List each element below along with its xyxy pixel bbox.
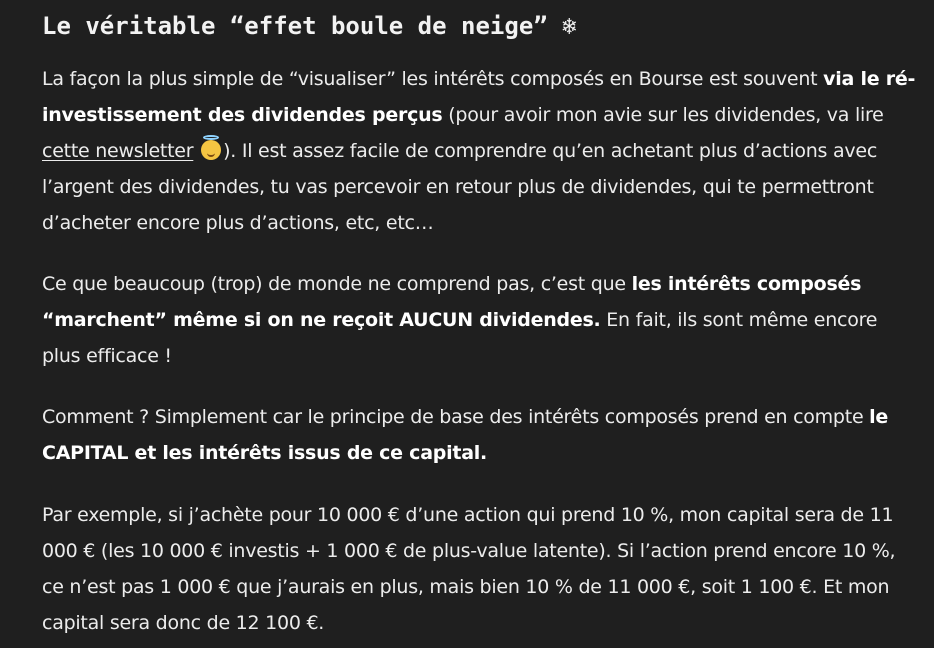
paragraph-text: La façon la plus simple de “visualiser” les intérêts composés en Bourse est souvent (42, 68, 824, 90)
paragraph-example (42, 497, 918, 641)
bold-text: via le ré-investissement des dividendes perçus (42, 68, 916, 126)
section-heading: Le véritable “effet boule de neige” ❄ (42, 12, 577, 40)
paragraph-principle (42, 399, 918, 471)
newsletter-link[interactable]: cette newsletter (42, 140, 194, 162)
paragraph-text: Par exemple, si j’achète pour 10 000 € d’une action qui prend 10 %, mon capital sera de 11 000 € (les 10 000 € investis + 1 000 € de plus-value latente). Si l’action prend encore 10 %, ce n’est pas 1 000 € que j’aurais en plus, mais bien 10 % de 11 000 €, soit 1 100 €. Et mon capital sera donc de 12 100 €. (42, 504, 896, 634)
paragraph-text: Comment ? Simplement car le principe de base des intérêts composés prend en compte (42, 406, 870, 428)
bold-text: les intérêts composés “marchent” même si on ne reçoit AUCUN dividendes. (42, 273, 862, 331)
bold-text: le CAPITAL et les intérêts issus de ce capital. (42, 406, 889, 464)
paragraph-dividends (42, 61, 918, 241)
smiling-face-with-halo-icon (201, 140, 221, 160)
paragraph-text: En fait, ils sont même encore plus efficace ! (42, 309, 878, 367)
paragraph-text: Ce que beaucoup (trop) de monde ne comprend pas, c’est que (42, 273, 632, 295)
paragraph-text: (pour avoir mon avie sur les dividendes, va lire (442, 104, 884, 126)
paragraph-no-dividends (42, 266, 918, 374)
paragraph-text: ). Il est assez facile de comprendre qu’en achetant plus d’actions avec l’argent des dividendes, tu vas percevoir en retour plus de dividendes, qui te permettront d’acheter encore plus d’actions, etc, etc… (42, 140, 878, 234)
